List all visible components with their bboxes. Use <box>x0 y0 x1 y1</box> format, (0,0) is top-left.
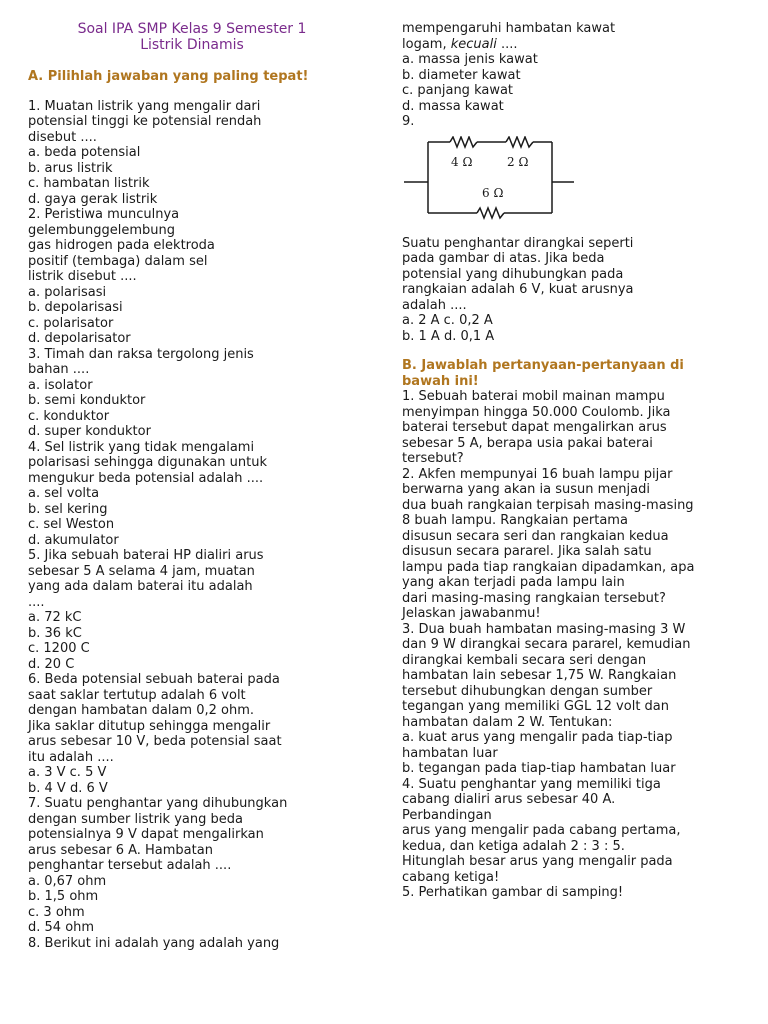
question-line: b. depolarisasi <box>28 300 123 315</box>
question-line: c. polarisator <box>28 315 114 331</box>
question-line: bahan .... <box>28 362 90 377</box>
page-title <box>28 21 356 53</box>
essay-line: Perbandingan <box>402 807 492 823</box>
question-line: dengan sumber listrik yang beda <box>28 811 243 827</box>
question-line: a. isolator <box>28 377 93 393</box>
question-line: 5. Jika sebuah baterai HP dialiri arus <box>28 548 264 563</box>
question-line: 1. Muatan listrik yang mengalir dari <box>28 98 261 114</box>
essay-line: tersebut dihubungkan dengan sumber <box>402 683 653 699</box>
question-line: b. 36 kC <box>28 625 82 641</box>
question-text: .... <box>496 36 518 52</box>
option-line: c. panjang kawat <box>402 83 514 98</box>
question-line: gas hidrogen pada elektroda <box>28 238 215 253</box>
question-line <box>402 37 732 53</box>
essay-line: dan 9 W dirangkai secara pararel, kemudian <box>402 637 691 652</box>
section-b-heading <box>402 358 732 389</box>
essay-line: 5. Perhatikan gambar di samping! <box>402 885 624 900</box>
title-line: Listrik Dinamis <box>140 37 244 53</box>
essay-line: dirangkai kembali secara seri dengan <box>402 652 647 668</box>
essay-line: hambatan dalam 2 W. Tentukan: <box>402 714 613 730</box>
essay-line: Jelaskan jawabanmu! <box>402 606 541 621</box>
question-line: .... <box>28 594 45 610</box>
label-2-ohm: 2 Ω <box>507 154 529 169</box>
question-line: d. super konduktor <box>28 424 151 439</box>
essay-line: 2. Akfen mempunyai 16 buah lampu pijar <box>402 466 673 482</box>
question-line: a. 3 V c. 5 V <box>28 765 107 780</box>
question-line: b. semi konduktor <box>28 393 146 408</box>
question-line: saat saklar tertutup adalah 6 volt <box>28 687 246 703</box>
question-line: b. arus listrik <box>28 160 113 176</box>
question-line: a. 2 A c. 0,2 A <box>402 313 493 328</box>
essay-line: sebesar 5 A, berapa usia pakai baterai <box>402 435 653 451</box>
essay-line: a. kuat arus yang mengalir pada tiap-tiap <box>402 730 673 745</box>
question-line: mengukur beda potensial adalah .... <box>28 470 264 486</box>
question-line: b. sel kering <box>28 501 108 517</box>
section-b-line: B. Jawablah pertanyaan-pertanyaan di <box>402 358 684 373</box>
question-line: dengan hambatan dalam 0,2 ohm. <box>28 703 254 718</box>
essay-line: 8 buah lampu. Rangkaian pertama <box>402 513 628 528</box>
essay-line: tegangan yang memiliki GGL 12 volt dan <box>402 699 670 714</box>
question-line: d. gaya gerak listrik <box>28 191 158 207</box>
question-line: arus sebesar 6 A. Hambatan <box>28 842 213 858</box>
essay-line: tersebut? <box>402 451 464 466</box>
question-line: arus sebesar 10 V, beda potensial saat <box>28 734 282 749</box>
section-a-heading: A. Pilihlah jawaban yang paling tepat! <box>28 69 309 84</box>
question-line: b. 1,5 ohm <box>28 889 99 904</box>
question-line: Suatu penghantar dirangkai seperti <box>402 235 634 251</box>
question-line: rangkaian adalah 6 V, kuat arusnya <box>402 282 634 297</box>
question-line: potensial yang dihubungkan pada <box>402 266 624 282</box>
question-line: b. 4 V d. 6 V <box>28 780 108 796</box>
essay-questions <box>402 389 732 901</box>
essay-line: disusun secara seri dan rangkaian kedua <box>402 528 669 544</box>
question-line: a. sel volta <box>28 486 100 501</box>
question-line: a. 72 kC <box>28 610 82 625</box>
question-line: 2. Peristiwa munculnya <box>28 207 180 222</box>
essay-line: b. tegangan pada tiap-tiap hambatan luar <box>402 761 676 776</box>
question-line: c. konduktor <box>28 408 110 424</box>
option-line: b. diameter kawat <box>402 67 521 83</box>
question-line: d. 54 ohm <box>28 920 95 935</box>
essay-line: cabang ketiga! <box>402 869 500 885</box>
question-line: 4. Sel listrik yang tidak mengalami <box>28 439 255 455</box>
question-line: adalah .... <box>402 297 467 313</box>
essay-line: 1. Sebuah baterai mobil mainan mampu <box>402 389 665 404</box>
question-line: b. 1 A d. 0,1 A <box>402 328 495 344</box>
question-line: Jika saklar ditutup sehingga mengalir <box>28 718 271 734</box>
resistor-4-ohm <box>450 137 477 147</box>
essay-line: kedua, dan ketiga adalah 2 : 3 : 5. <box>402 838 625 854</box>
essay-line: arus yang mengalir pada cabang pertama, <box>402 823 681 838</box>
label-4-ohm: 4 Ω <box>451 154 473 169</box>
option-line: 9. <box>402 114 415 129</box>
question-line: c. 1200 C <box>28 641 90 656</box>
multiple-choice-questions <box>28 99 328 952</box>
question-line: a. 0,67 ohm <box>28 873 107 889</box>
question-line: itu adalah .... <box>28 749 114 765</box>
essay-line: lampu pada tiap rangkaian dipadamkan, apa <box>402 559 695 575</box>
essay-line: hambatan lain sebesar 1,75 W. Rangkaian <box>402 668 677 683</box>
question-line: 7. Suatu penghantar yang dihubungkan <box>28 796 288 811</box>
essay-line: berwarna yang akan ia susun menjadi <box>402 482 650 497</box>
question-line: d. akumulator <box>28 532 119 548</box>
question-9-text <box>402 236 732 345</box>
resistor-2-ohm <box>506 137 533 147</box>
question-text: logam, <box>402 36 451 52</box>
right-column <box>402 21 732 901</box>
essay-line: hambatan luar <box>402 745 498 761</box>
left-column <box>28 21 328 951</box>
question-line: d. 20 C <box>28 656 75 672</box>
question-line: 3. Timah dan raksa tergolong jenis <box>28 346 254 362</box>
question-line: yang ada dalam baterai itu adalah <box>28 579 253 594</box>
essay-line: disusun secara pararel. Jika salah satu <box>402 544 652 559</box>
question-line: 6. Beda potensial sebuah baterai pada <box>28 672 280 687</box>
label-6-ohm: 6 Ω <box>482 185 504 200</box>
question-line: polarisasi sehingga digunakan untuk <box>28 455 268 470</box>
essay-line: dari masing-masing rangkaian tersebut? <box>402 590 666 606</box>
essay-line: dua buah rangkaian terpisah masing-masing <box>402 497 694 513</box>
question-line: positif (tembaga) dalam sel <box>28 253 208 269</box>
question-line: c. sel Weston <box>28 517 115 532</box>
question-options <box>402 52 732 130</box>
question-line: penghantar tersebut adalah .... <box>28 858 232 873</box>
question-line: c. hambatan listrik <box>28 176 150 191</box>
resistor-6-ohm <box>477 208 504 218</box>
question-line: gelembunggelembung <box>28 222 176 238</box>
question-line: potensialnya 9 V dapat mengalirkan <box>28 827 264 842</box>
essay-line: yang akan terjadi pada lampu lain <box>402 575 625 590</box>
essay-line: cabang dialiri arus sebesar 40 A. <box>402 792 616 807</box>
option-line: d. massa kawat <box>402 98 504 114</box>
question-line: potensial tinggi ke potensial rendah <box>28 114 262 129</box>
title-line: Soal IPA SMP Kelas 9 Semester 1 <box>77 21 307 37</box>
question-line: d. depolarisator <box>28 331 131 346</box>
question-line: a. beda potensial <box>28 145 141 160</box>
essay-line: 4. Suatu penghantar yang memiliki tiga <box>402 776 661 792</box>
section-b-line: bawah ini! <box>402 373 479 389</box>
question-line: mempengaruhi hambatan kawat <box>402 21 616 36</box>
question-line: pada gambar di atas. Jika beda <box>402 251 605 266</box>
question-line: 8. Berikut ini adalah yang adalah yang <box>28 935 280 951</box>
essay-line: 3. Dua buah hambatan masing-masing 3 W <box>402 621 686 637</box>
essay-line: Hitunglah besar arus yang mengalir pada <box>402 854 673 869</box>
question-line: listrik disebut .... <box>28 269 137 284</box>
question-line: a. polarisasi <box>28 284 107 300</box>
essay-line: menyimpan hingga 50.000 Coulomb. Jika <box>402 404 671 420</box>
question-line: sebesar 5 A selama 4 jam, muatan <box>28 563 255 579</box>
essay-line: baterai tersebut dapat mengalirkan arus <box>402 420 667 435</box>
circuit-diagram <box>402 136 574 226</box>
question-emphasis: kecuali <box>450 36 497 52</box>
option-line: a. massa jenis kawat <box>402 52 538 67</box>
question-line: c. 3 ohm <box>28 904 85 920</box>
question-line: disebut .... <box>28 129 97 145</box>
